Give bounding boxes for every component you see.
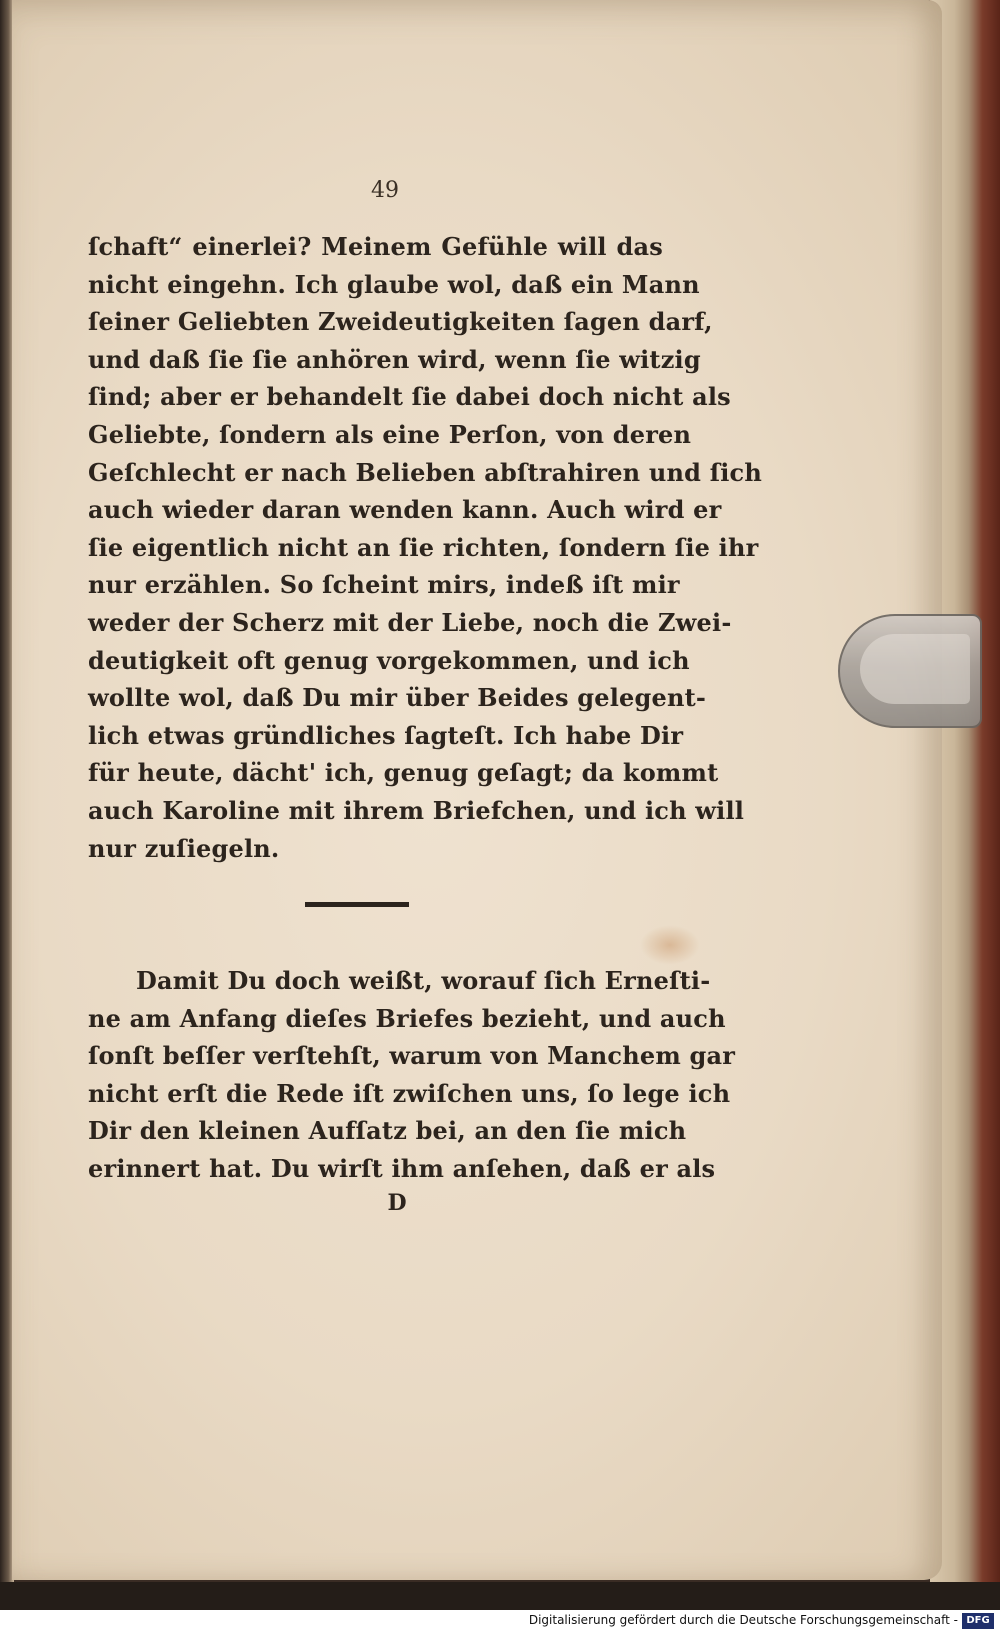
text-line: nicht eingehn. Ich glaube wol, daß ein Mann: [88, 269, 700, 299]
section-divider: [305, 902, 409, 907]
text-line: Damit Du doch weißt, worauf ſich Erneſti-: [136, 966, 711, 995]
text-line: deutigkeit oft genug vorgekommen, und ich: [88, 645, 690, 675]
clip-highlight: [860, 634, 970, 704]
text-line: auch Karoline mit ihrem Briefchen, und ich will: [88, 795, 745, 825]
text-line: für heute, dächt' ich, genug geſagt; da kommt: [88, 758, 719, 788]
text-line: Geliebte, ſondern als eine Perſon, von deren: [88, 419, 692, 449]
text-block-letter: [88, 228, 763, 867]
text-line: ſeiner Geliebten Zweideutigkeiten ſagen darf,: [88, 307, 713, 337]
text-line: Dir den kleinen Aufſatz bei, an den ſie mich: [88, 1116, 687, 1146]
text-line: ſchaft“ einerlei? Meinem Gefühle will das: [88, 232, 663, 261]
text-line: auch wieder daran wenden kann. Auch wird er: [88, 495, 722, 525]
text-line: erinnert hat. Du wirſt ihm anſehen, daß er als: [88, 1153, 716, 1183]
text-line: ſind; aber er behandelt ſie dabei doch nicht als: [88, 382, 731, 412]
signature-mark: D: [387, 1190, 407, 1216]
dfg-logo: DFG: [962, 1613, 994, 1629]
text-block-essay-intro: [88, 962, 736, 1188]
page-number: 49: [371, 178, 399, 203]
text-line: nur erzählen. So ſcheint mirs, indeß iſt mir: [88, 570, 680, 600]
text-line: ſonſt beſſer verſtehſt, warum von Manchem gar: [88, 1041, 736, 1071]
text-line: weder der Scherz mit der Liebe, noch die Zwei-: [88, 607, 732, 637]
text-line: nicht erſt die Rede iſt zwiſchen uns, ſo lege ich: [88, 1078, 731, 1108]
text-line: lich etwas gründliches ſagteſt. Ich habe Dir: [88, 720, 684, 750]
scan-bottom-band: [0, 1582, 1000, 1610]
text-line: und daß ſie ſie anhören wird, wenn ſie witzig: [88, 344, 701, 374]
text-line: wollte wol, daß Du mir über Beides gelegent-: [88, 683, 707, 713]
funding-credit: Digitalisierung gefördert durch die Deutsche Forschungsgemeinschaft -: [528, 1613, 958, 1627]
paper-stain: [640, 925, 700, 965]
text-line: ne am Anfang dieſes Briefes bezieht, und auch: [88, 1003, 726, 1033]
text-line: nur zuſiegeln.: [88, 833, 280, 863]
footer-bar: [0, 1610, 1000, 1634]
text-line: ſie eigentlich nicht an ſie richten, ſondern ſie ihr: [88, 532, 759, 562]
page-clip: [838, 614, 982, 728]
text-line: Geſchlecht er nach Belieben abſtrahiren und ſich: [88, 457, 763, 487]
